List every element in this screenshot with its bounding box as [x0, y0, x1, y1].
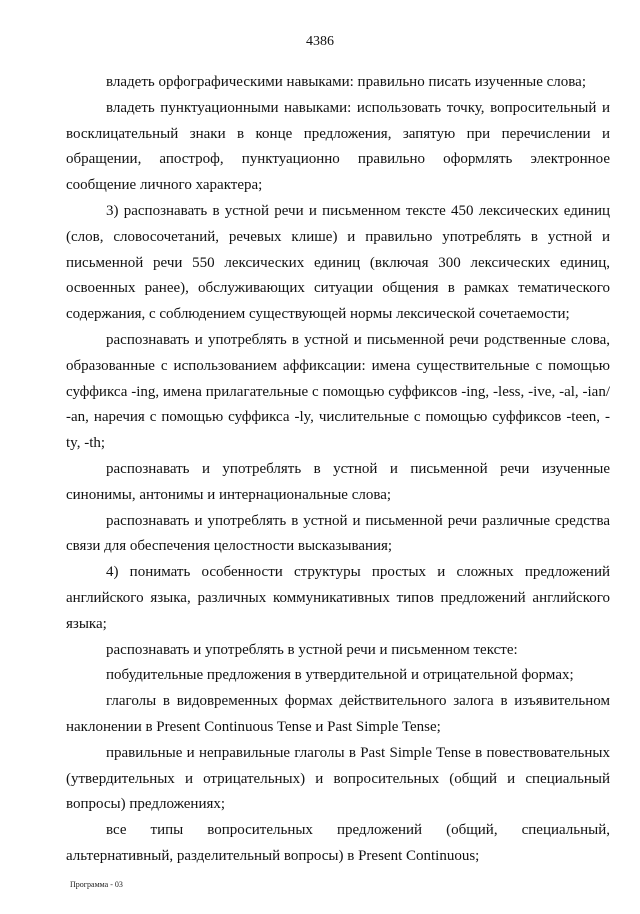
- paragraph: распознавать и употреблять в устной и письменной речи родственные слова, образованные с использованием аффиксации: имена существительные с помощью суффикса -ing, имена прилагательные с помощью суффиксов -ing, -less, -ive, -al, -ian/ -an, наречия с помощью суффикса -ly, числительные с помощью суффиксов -teen, -ty, -th;: [66, 331, 610, 452]
- paragraph: владеть орфографическими навыками: правильно писать изученные слова;: [106, 74, 586, 90]
- document-body: [66, 70, 610, 870]
- footer-label: Программа - 03: [70, 880, 123, 889]
- paragraph: владеть пунктуационными навыками: использовать точку, вопросительный и восклицательный знаки в конце предложения, запятую при перечислении и обращении, апостроф, пунктуационно правильно оформлять электронное сообщение личного характера;: [66, 99, 610, 194]
- paragraph: распознавать и употреблять в устной и письменной речи различные средства связи для обеспечения целостности высказывания;: [66, 512, 610, 555]
- paragraph: 4) понимать особенности структуры простых и сложных предложений английского языка, различных коммуникативных типов предложений английского языка;: [66, 564, 610, 632]
- paragraph: распознавать и употреблять в устной речи и письменном тексте:: [106, 641, 518, 658]
- paragraph: глаголы в видовременных формах действительного залога в изъявительном наклонении в Present Continuous Tense и Past Simple Tense;: [66, 693, 610, 735]
- paragraph: 3) распознавать в устной речи и письменном тексте 450 лексических единиц (слов, словосочетаний, речевых клише) и правильно употреблять в устной и письменной речи 550 лексических единиц (включая 300 лексических единиц, освоенных ранее), обслуживающих ситуации общения в рамках тематического содержания, с соблюдением существующей нормы лексической сочетаемости;: [66, 202, 610, 323]
- paragraph: распознавать и употреблять в устной и письменной речи изученные синонимы, антонимы и интернациональные слова;: [66, 460, 610, 503]
- paragraph: побудительные предложения в утвердительной и отрицательной формах;: [106, 667, 574, 684]
- paragraph: все типы вопросительных предложений (общий, специальный, альтернативный, разделительный вопросы) в Present Continuous;: [66, 822, 610, 864]
- paragraph: правильные и неправильные глаголы в Past Simple Tense в повествовательных (утвердительных и отрицательных) и вопросительных (общий и специальный вопросы) предложениях;: [66, 744, 610, 813]
- page-number: 4386: [306, 34, 334, 49]
